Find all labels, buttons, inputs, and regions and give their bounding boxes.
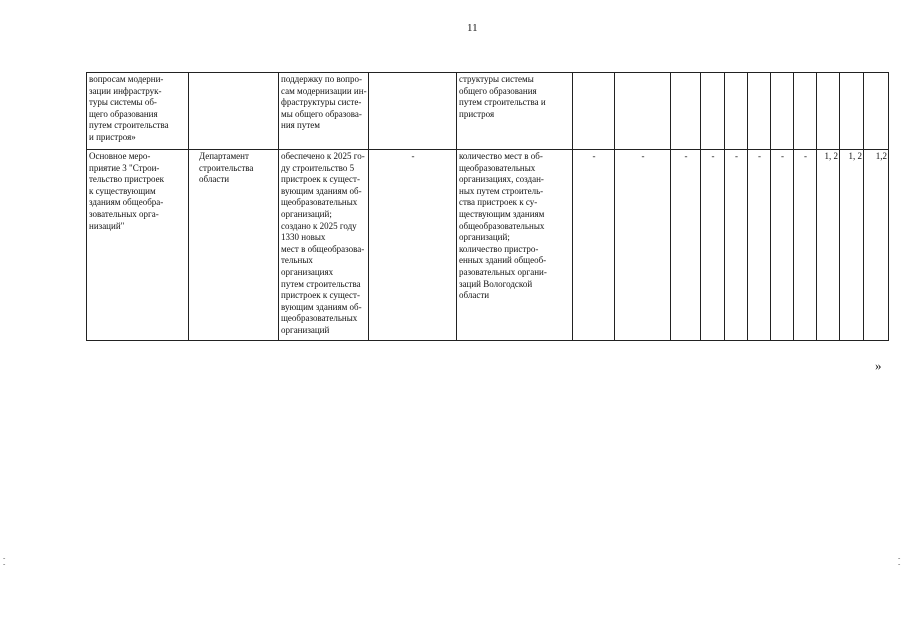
cell-value: - <box>701 150 725 341</box>
cell-event-name: вопросам модерни- зации инфраструк- туры системы об- щего образования путем строительства и пристроя» <box>87 73 189 150</box>
cell-value: - <box>748 150 771 341</box>
cell-executor <box>189 73 279 150</box>
table-row <box>87 150 889 341</box>
cell-value <box>864 73 889 150</box>
cell-value <box>840 73 864 150</box>
cell-value: - <box>615 150 671 341</box>
cell-value <box>671 73 701 150</box>
program-table <box>86 72 889 341</box>
cell-value: - <box>771 150 794 341</box>
cell-value: 1, 2 <box>817 150 840 341</box>
cell-value: 1,2 <box>864 150 889 341</box>
cell-value <box>615 73 671 150</box>
cell-deadline <box>369 73 457 150</box>
cell-indicator: структуры системы общего образования путем строительства и пристроя <box>457 73 573 150</box>
cell-executor: Департамент строительства области <box>189 150 279 341</box>
closing-quote: » <box>875 358 882 373</box>
cell-value: - <box>671 150 701 341</box>
cell-value: 1, 2 <box>840 150 864 341</box>
left-edge-mark: - - <box>3 554 6 568</box>
table-row <box>87 73 889 150</box>
cell-value: - <box>573 150 615 341</box>
cell-value <box>573 73 615 150</box>
page-number: 11 <box>467 22 478 34</box>
cell-expected-result: обеспечено к 2025 го- ду строительство 5 пристроек к сущест- вующим зданиям об- щеобразовательных организаций; создано к 2025 году 1330 новых мест в общеобразова- тельных организациях путем строительства пристроек к сущест- вующим зданиям об- щеобразовательных организаций <box>279 150 369 341</box>
right-edge-mark: - - <box>898 554 901 568</box>
cell-value <box>725 73 748 150</box>
cell-expected-result: поддержку по вопро- сам модернизации ин- фраструктуры систе- мы общего образова- ния путем <box>279 73 369 150</box>
cell-deadline: - <box>369 150 457 341</box>
cell-value: - <box>725 150 748 341</box>
cell-value <box>817 73 840 150</box>
cell-value: - <box>794 150 817 341</box>
cell-value <box>794 73 817 150</box>
cell-value <box>748 73 771 150</box>
cell-indicator: количество мест в об- щеобразовательных организациях, создан- ных путем строитель- ства пристроек к су- ществующим зданиям общеобразовательных организаций; количество пристро- енных зданий общеоб- разовательных органи- заций Вологодской области <box>457 150 573 341</box>
cell-value <box>701 73 725 150</box>
cell-value <box>771 73 794 150</box>
cell-event-name: Основное меро- приятие 3 "Строи- тельство пристроек к существующим зданиям общеобра- зовательных орга- низаций" <box>87 150 189 341</box>
